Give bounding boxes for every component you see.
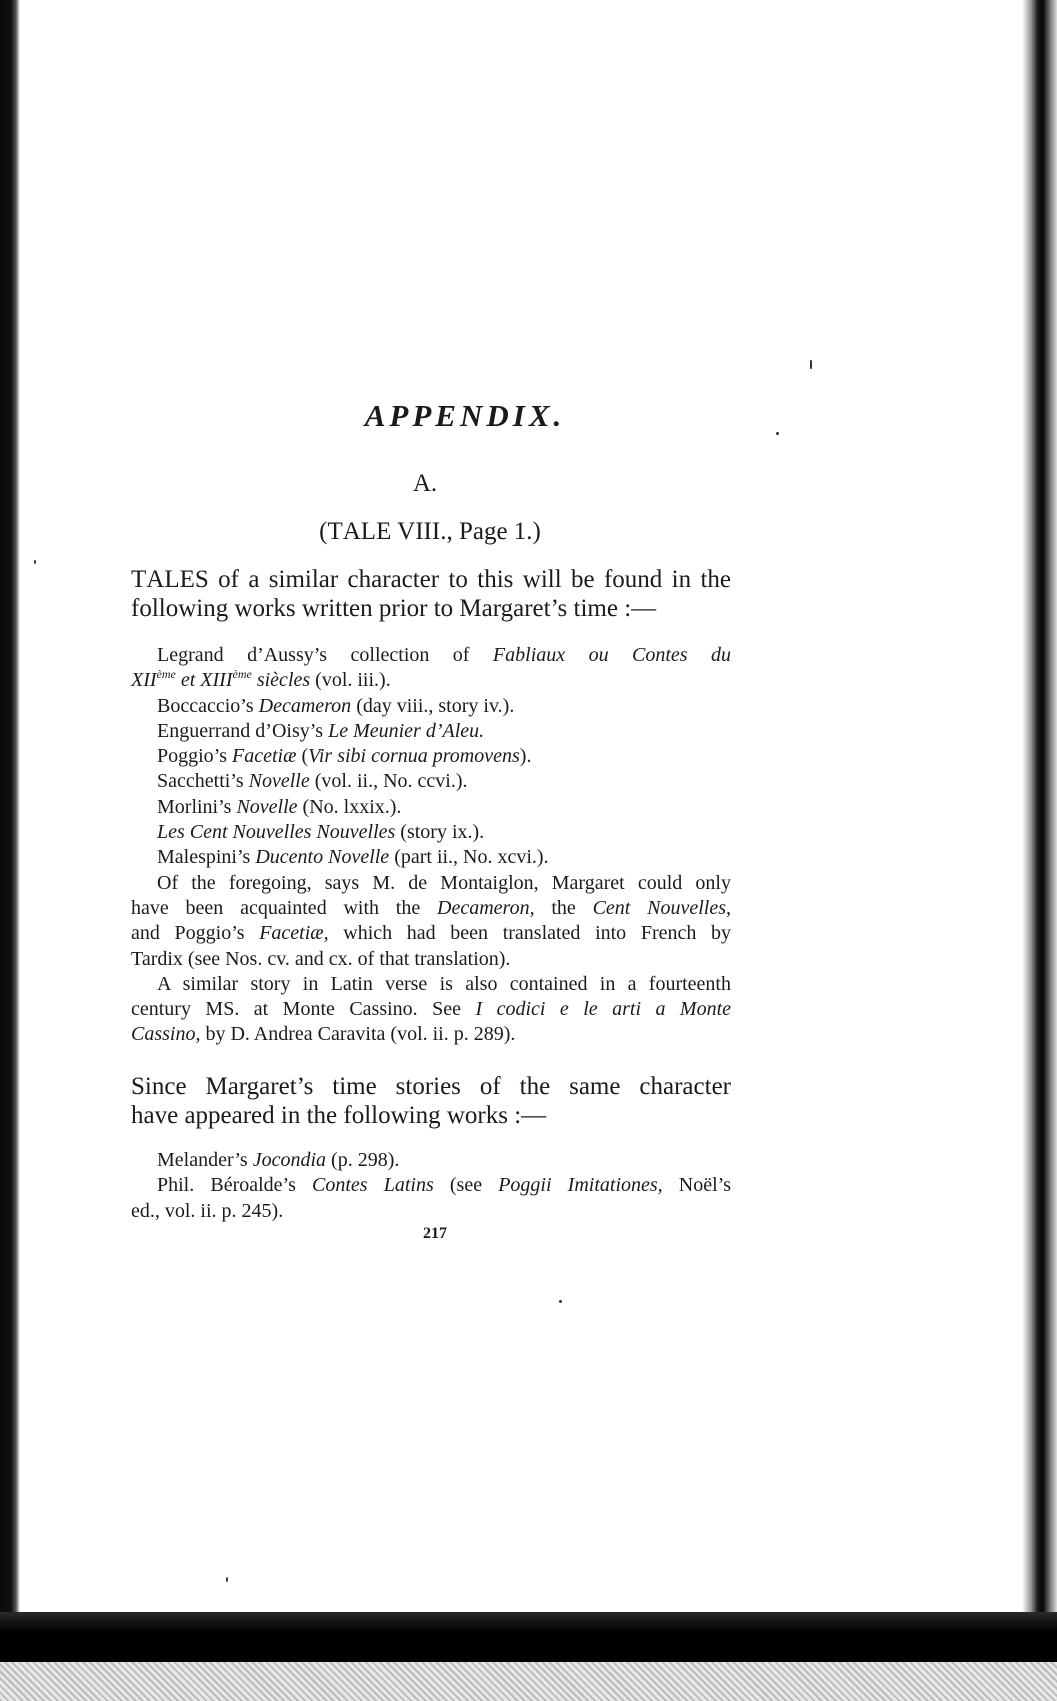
work-melander: Melander’s Jocondia (p. 298).	[157, 1149, 400, 1171]
work-cent-nouvelles: Les Cent Nouvelles Nouvelles (story ix.).	[157, 821, 485, 844]
work-malespini: Malespini’s Ducento Novelle (part ii., No. xcvi.).	[157, 846, 549, 869]
scan-speck	[810, 360, 812, 369]
page-number: 217	[423, 1225, 447, 1242]
since-paragraph	[131, 1072, 731, 1130]
since-line-2: have appeared in the following works :—	[131, 1102, 547, 1129]
intro-paragraph	[131, 565, 731, 623]
foregoing-line-2: have been acquainted with the Decameron, the Cent Nouvelles,	[131, 896, 731, 919]
scan-speck	[559, 1300, 562, 1303]
scan-speck	[34, 560, 36, 564]
page-heading: APPENDIX.	[364, 398, 566, 433]
work-enguerrand: Enguerrand d’Oisy’s Le Meunier d’Aleu.	[157, 719, 485, 742]
work-poggio: Poggio’s Facetiæ (Vir sibi cornua promovens).	[157, 745, 532, 768]
scan-speck	[776, 432, 779, 435]
work-legrand: Legrand d’Aussy’s collection of Fabliaux ou Contes du	[157, 644, 731, 666]
work-boccaccio: Boccaccio’s Decameron (day viii., story iv.).	[157, 694, 515, 717]
scan-bottom-shadow	[0, 1612, 1057, 1662]
tale-reference: (TALE VIII., Page 1.)	[319, 518, 541, 545]
scan-speck	[226, 1577, 228, 1582]
work-legrand-cont: XIIème et XIIIème siècles (vol. iii.).	[131, 667, 391, 692]
scan-bottom-strip	[0, 1662, 1057, 1701]
work-beroalde-cont: ed., vol. ii. p. 245).	[131, 1199, 284, 1222]
foregoing-line-4: Tardix (see Nos. cv. and cx. of that translation).	[131, 947, 511, 970]
intro-line-1: TALES of a similar character to this will be found in the	[131, 566, 731, 593]
similar-line-2: century MS. at Monte Cassino. See I codici e le arti a Monte	[131, 998, 732, 1021]
intro-line-2: following works written prior to Margaret’s time :—	[131, 595, 657, 622]
work-beroalde: Phil. Béroalde’s Contes Latins (see Poggii Imitationes, Noël’s	[157, 1174, 732, 1197]
section-letter: A.	[412, 470, 438, 497]
foregoing-line-1: Of the foregoing, says M. de Montaiglon, Margaret could only	[157, 871, 731, 894]
work-sacchetti: Sacchetti’s Novelle (vol. ii., No. ccvi.).	[157, 770, 468, 793]
similar-line-3: Cassino, by D. Andrea Caravita (vol. ii. p. 289).	[131, 1023, 516, 1046]
foregoing-line-3: and Poggio’s Facetiæ, which had been translated into French by	[131, 922, 731, 945]
similar-line-1: A similar story in Latin verse is also contained in a fourteenth	[157, 972, 731, 995]
works-after-list	[131, 1148, 731, 1224]
work-morlini: Morlini’s Novelle (No. lxxix.).	[157, 795, 402, 818]
works-before-list	[131, 643, 731, 1048]
since-line-1: Since Margaret’s time stories of the same character	[131, 1073, 731, 1100]
